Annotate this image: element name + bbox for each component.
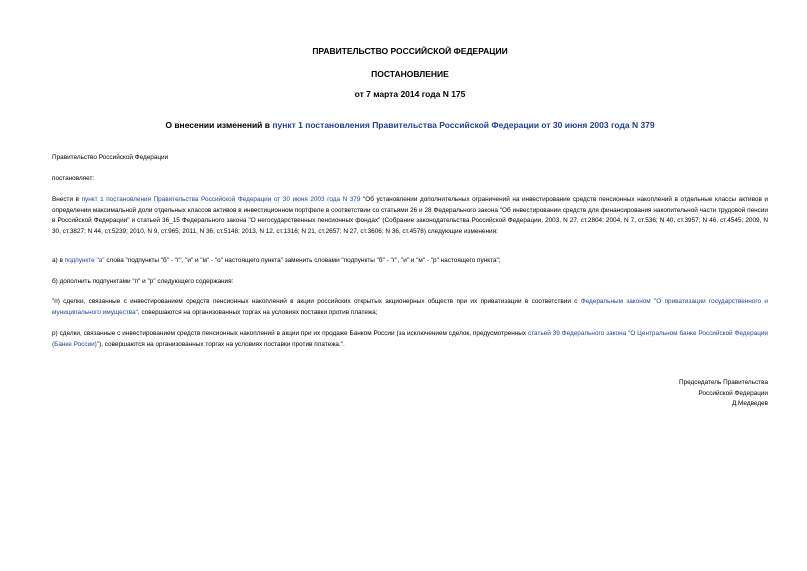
date-number-heading: от 7 марта 2014 года N 175 bbox=[354, 89, 466, 99]
paragraph-amendment bbox=[52, 195, 768, 237]
amendment-link[interactable]: пункт 1 постановления Правительства Российской Федерации от 30 июня 2003 года N 379 bbox=[81, 196, 361, 203]
document-page bbox=[52, 0, 768, 571]
amendment-text-end: "Об установлении дополнительных ограничений на инвестирование средств пенсионных накоплений в отдельные классы активов и определении максимальной доли отдельных классов активов в инвестиционном портфеле в соответствии со статьями 26 и 28 Федерального закона "Об инвестировании средств для финансирования накопительной части трудовой пенсии в Российской Федерации" и статьей 36_15 Федерального закона "О негосударственных пенсионных фондах" (Собрание законодательства Российской Федерации, 2003, N 27, ст.2804; 2004, N 7, ст.536; N 40, ст.3957; N 46, ст.4545; 2009, N 30, ст.3827; N 44, ст.5239; 2010, N 9, ст.965; 2011, N 36, ст.5148; 2013, N 12, ст.1316; N 21, ст.2657; N 27, ст.3606; N 36, ст.4578) следующие изменения: bbox=[52, 196, 769, 235]
title-link[interactable]: пункт 1 постановления Правительства Российской Федерации от 30 июня 2003 года N 379 bbox=[272, 120, 655, 130]
item-r-text-start: р) сделки, связанные с инвестированием средств пенсионных накоплений в акции при их продаже Банком России (за исключением сделок, предусмотренных bbox=[52, 330, 528, 337]
paragraph-item-p bbox=[52, 297, 768, 318]
signature-name: Д.Медведев bbox=[731, 400, 768, 407]
item-p-link[interactable]: Федеральным законом "О приватизации государственного и муниципального имущества" bbox=[52, 298, 768, 316]
paragraph-item-r bbox=[52, 329, 768, 350]
signature-position: Председатель Правительства bbox=[679, 379, 768, 386]
paragraph-item-b: б) дополнить подпунктами "п" и "р" следующего содержания: bbox=[52, 278, 234, 285]
item-p-text-start: "п) сделки, связанные с инвестированием средств пенсионных накоплений в акции российских открытых акционерных обществ при их приватизации в соответствии с bbox=[52, 298, 581, 305]
doc-type-heading: ПОСТАНОВЛЕНИЕ bbox=[371, 69, 449, 79]
item-a-link[interactable]: подпункте "а" bbox=[64, 257, 105, 264]
item-a-text-start: а) в bbox=[52, 257, 65, 264]
paragraph-resolves: постановляет: bbox=[52, 175, 95, 182]
item-a-text-end: слова "подпункты "б" - "г", "и" и "м" - "о" настоящего пункта" заменить словами "подпункты "б" - "г", "и" и "м" - "р" настоящего пункта"; bbox=[104, 257, 501, 264]
amendment-text-start: Внести в bbox=[52, 196, 82, 203]
item-p-text-end: , совершаются на организованных торгах на условиях поставки против платежа; bbox=[137, 308, 378, 316]
document-title bbox=[52, 120, 768, 130]
title-prefix: О внесении изменений в bbox=[165, 120, 273, 130]
signature-block bbox=[679, 378, 768, 410]
paragraph-government: Правительство Российской Федерации bbox=[52, 154, 169, 161]
item-r-text-end: ), совершаются на организованных торгах на условиях поставки против платежа.". bbox=[99, 340, 345, 348]
signature-organization: Российской Федерации bbox=[698, 389, 768, 397]
item-r-link[interactable]: статьей 39 Федерального закона "О Центральном банке Российской Федерации (Банке России)" bbox=[52, 330, 768, 348]
government-heading: ПРАВИТЕЛЬСТВО РОССИЙСКОЙ ФЕДЕРАЦИИ bbox=[312, 46, 508, 56]
paragraph-item-a bbox=[52, 256, 768, 267]
